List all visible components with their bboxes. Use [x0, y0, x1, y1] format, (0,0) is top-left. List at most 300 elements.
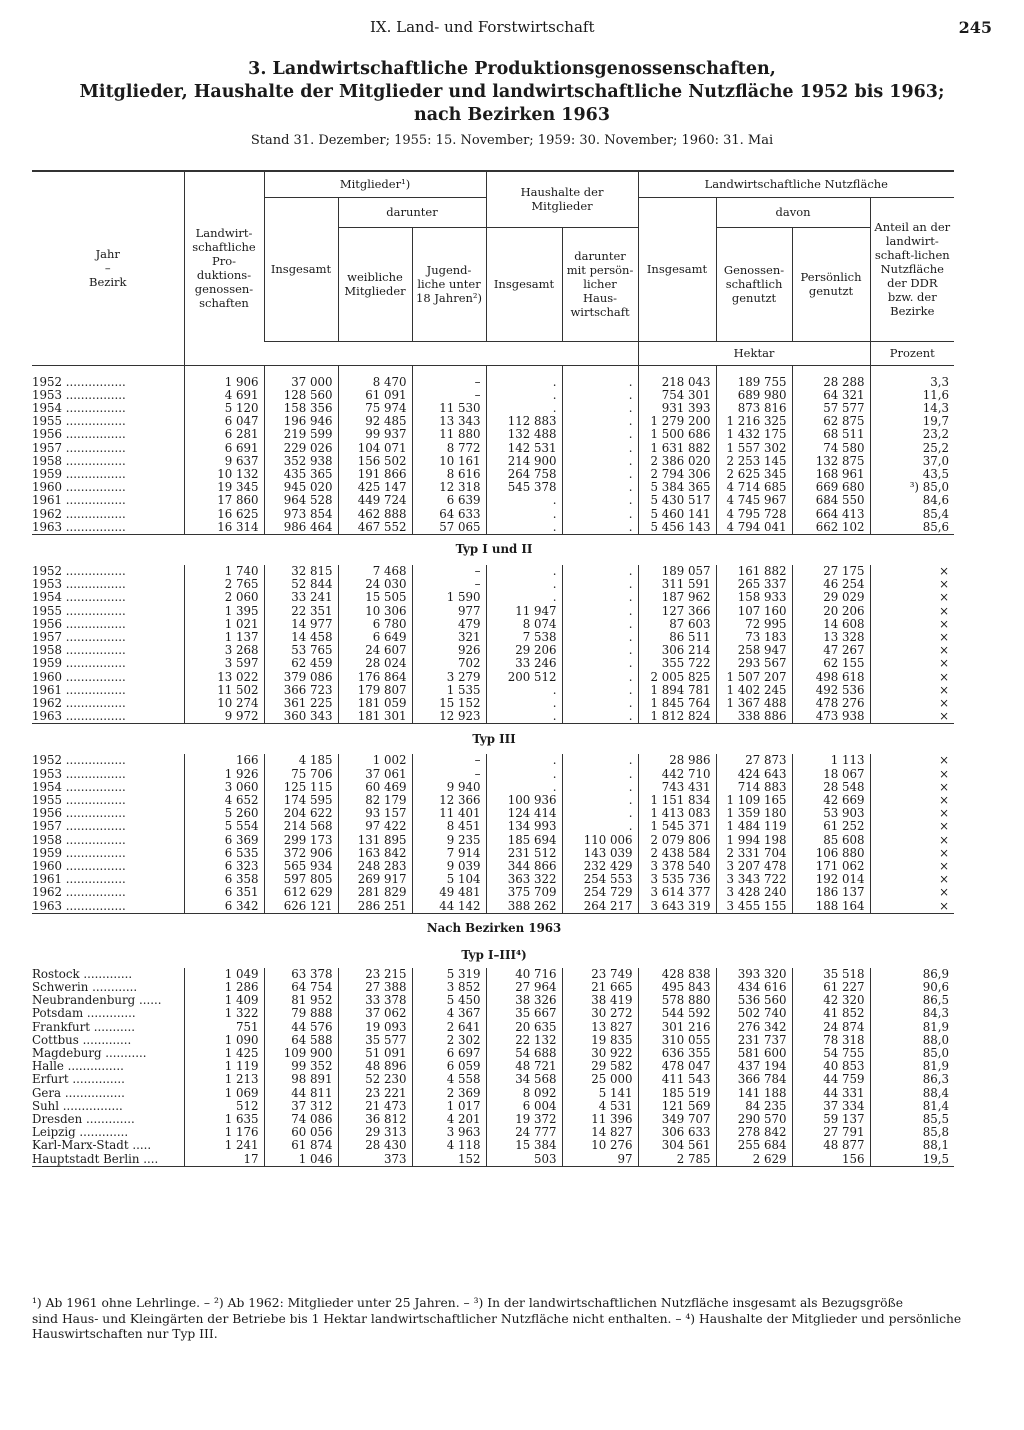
table-cell: 81,9 — [870, 1060, 954, 1073]
page-number: 245 — [958, 18, 992, 37]
table-cell: 1 845 764 — [638, 697, 716, 710]
table-cell: 9 039 — [412, 860, 486, 873]
table-cell: 1 119 — [184, 1060, 264, 1073]
table-row — [32, 1126, 954, 1139]
section-heading-label: Typ III — [472, 731, 516, 746]
table-cell: 61 874 — [264, 1139, 338, 1152]
table-cell: 74 580 — [792, 442, 870, 455]
table-cell: 25,2 — [870, 442, 954, 455]
table-cell: 344 866 — [486, 860, 562, 873]
table-row — [32, 565, 954, 578]
table-cell: 79 888 — [264, 1007, 338, 1020]
table-cell: 1 994 198 — [716, 834, 792, 847]
table-row — [32, 834, 954, 847]
table-cell: 6 323 — [184, 860, 264, 873]
table-cell: 6 369 — [184, 834, 264, 847]
table-cell: . — [562, 820, 638, 833]
table-cell: . — [562, 710, 638, 724]
table-cell: 6 342 — [184, 900, 264, 914]
table-cell: 85,5 — [870, 1113, 954, 1126]
table-cell: 5 141 — [562, 1087, 638, 1100]
table-cell: 2 060 — [184, 591, 264, 604]
table-row — [32, 508, 954, 521]
table-cell: 9 637 — [184, 455, 264, 468]
table-cell: 42 669 — [792, 794, 870, 807]
table-cell: 1 279 200 — [638, 415, 716, 428]
table-cell: 93 157 — [338, 807, 412, 820]
table-cell: 11 396 — [562, 1113, 638, 1126]
table-cell: 293 567 — [716, 657, 792, 670]
row-label: 1952 ................ — [32, 564, 126, 578]
table-cell: . — [562, 468, 638, 481]
table-row — [32, 605, 954, 618]
table-cell: × — [870, 781, 954, 794]
table-cell: 156 502 — [338, 455, 412, 468]
row-label: 1954 ................ — [32, 591, 126, 605]
table-cell: 48 721 — [486, 1060, 562, 1073]
table-cell: 3 614 377 — [638, 886, 716, 899]
table-cell: . — [562, 402, 638, 415]
table-row — [32, 900, 954, 914]
table-cell: 5 104 — [412, 873, 486, 886]
table-cell: 6 649 — [338, 631, 412, 644]
table-row — [32, 618, 954, 631]
table-cell: 186 137 — [792, 886, 870, 899]
table-cell: 33 378 — [338, 994, 412, 1007]
table-row — [32, 578, 954, 591]
table-cell: 98 891 — [264, 1073, 338, 1086]
table-cell: 27 175 — [792, 565, 870, 578]
table-cell: × — [870, 644, 954, 657]
header-haushalte: Haushalte der Mitglieder — [486, 171, 638, 227]
table-cell: 6 691 — [184, 442, 264, 455]
table-cell: 17 — [184, 1153, 264, 1167]
table-cell: 109 900 — [264, 1047, 338, 1060]
table-cell: 11 880 — [412, 428, 486, 441]
row-label: 1959 ................ — [32, 467, 126, 481]
table-cell: 29 206 — [486, 644, 562, 657]
table-body — [32, 365, 954, 1166]
table-cell: 15 152 — [412, 697, 486, 710]
row-label: Schwerin ............ — [32, 981, 138, 995]
table-cell: 1 500 686 — [638, 428, 716, 441]
section-heading — [32, 534, 954, 565]
table-cell: 3 643 319 — [638, 900, 716, 914]
table-cell: 1 322 — [184, 1007, 264, 1020]
header-dash: – — [104, 261, 111, 276]
table-row — [32, 807, 954, 820]
table-cell: 1 367 488 — [716, 697, 792, 710]
table-cell: 612 629 — [264, 886, 338, 899]
table-cell: 375 709 — [486, 886, 562, 899]
row-label: 1955 ................ — [32, 793, 126, 807]
table-cell: 1 213 — [184, 1073, 264, 1086]
table-cell: 366 784 — [716, 1073, 792, 1086]
table-cell: 1 484 119 — [716, 820, 792, 833]
table-cell: 214 900 — [486, 455, 562, 468]
table-cell: 5 384 365 — [638, 481, 716, 494]
table-cell: 27 388 — [338, 981, 412, 994]
table-cell: 38 326 — [486, 994, 562, 1007]
table-cell: 99 352 — [264, 1060, 338, 1073]
table-cell: 306 633 — [638, 1126, 716, 1139]
table-cell: 2 302 — [412, 1034, 486, 1047]
table-cell: 81 952 — [264, 994, 338, 1007]
row-label: 1954 ................ — [32, 780, 126, 794]
table-cell: 64 754 — [264, 981, 338, 994]
table-row — [32, 794, 954, 807]
header-lpg: Landwirt-schaftliche Pro-duktions-genossen-schaften — [184, 171, 264, 365]
table-cell: 121 569 — [638, 1100, 716, 1113]
table-cell: 48 877 — [792, 1139, 870, 1152]
table-cell: 14 977 — [264, 618, 338, 631]
table-cell: . — [562, 631, 638, 644]
table-cell: 189 755 — [716, 376, 792, 389]
table-cell: 25 000 — [562, 1073, 638, 1086]
table-cell: 156 — [792, 1153, 870, 1167]
table-cell: 171 062 — [792, 860, 870, 873]
row-label: Karl-Marx-Stadt ..... — [32, 1139, 152, 1153]
table-cell: 360 343 — [264, 710, 338, 724]
table-cell: 1 402 245 — [716, 684, 792, 697]
table-cell: . — [562, 644, 638, 657]
header-haushalte-insgesamt: Insgesamt — [486, 227, 562, 341]
table-cell: 14 827 — [562, 1126, 638, 1139]
table-cell: 20 635 — [486, 1021, 562, 1034]
table-cell: 1 151 834 — [638, 794, 716, 807]
table-cell: 5 456 143 — [638, 521, 716, 535]
table-cell: 214 568 — [264, 820, 338, 833]
table-cell: 74 086 — [264, 1113, 338, 1126]
table-cell: 143 039 — [562, 847, 638, 860]
row-label: Cottbus ............. — [32, 1033, 132, 1047]
table-cell: × — [870, 860, 954, 873]
table-cell: 52 844 — [264, 578, 338, 591]
table-cell: 106 880 — [792, 847, 870, 860]
row-label: 1955 ................ — [32, 604, 126, 618]
table-row — [32, 968, 954, 981]
table-cell: 597 805 — [264, 873, 338, 886]
table-cell: 232 429 — [562, 860, 638, 873]
table-row — [32, 1034, 954, 1047]
table-cell: 29 582 — [562, 1060, 638, 1073]
table-row — [32, 1113, 954, 1126]
table-cell: 22 351 — [264, 605, 338, 618]
table-cell: – — [412, 578, 486, 591]
table-cell: 14,3 — [870, 402, 954, 415]
row-label: Suhl ................ — [32, 1099, 123, 1113]
table-cell: 24 874 — [792, 1021, 870, 1034]
table-cell: 57 065 — [412, 521, 486, 535]
table-cell: 565 934 — [264, 860, 338, 873]
table-cell: 64 633 — [412, 508, 486, 521]
table-cell: 11 502 — [184, 684, 264, 697]
table-row — [32, 591, 954, 604]
table-cell: 78 318 — [792, 1034, 870, 1047]
table-cell: 2 331 704 — [716, 847, 792, 860]
table-cell: . — [486, 565, 562, 578]
table-cell: 19 835 — [562, 1034, 638, 1047]
table-cell: 23,2 — [870, 428, 954, 441]
header-unit-prozent: Prozent — [870, 341, 954, 365]
table-cell: 44 811 — [264, 1087, 338, 1100]
table-cell: 112 883 — [486, 415, 562, 428]
table-cell: 1 926 — [184, 768, 264, 781]
table-cell: 72 995 — [716, 618, 792, 631]
table-cell: 28 288 — [792, 376, 870, 389]
table-cell: × — [870, 754, 954, 767]
section-subheading-label: Typ I–III⁴) — [461, 948, 527, 963]
table-cell: 48 896 — [338, 1060, 412, 1073]
row-label: 1959 ................ — [32, 846, 126, 860]
table-cell: . — [486, 591, 562, 604]
table-cell: 973 854 — [264, 508, 338, 521]
table-cell: 17 860 — [184, 494, 264, 507]
table-row — [32, 886, 954, 899]
table-cell: 179 807 — [338, 684, 412, 697]
table-cell: 8 470 — [338, 376, 412, 389]
table-cell: . — [562, 768, 638, 781]
table-cell: 276 342 — [716, 1021, 792, 1034]
table-row — [32, 1100, 954, 1113]
table-row — [32, 657, 954, 670]
table-cell: 6 004 — [486, 1100, 562, 1113]
table-cell: 2 641 — [412, 1021, 486, 1034]
table-cell: 4 558 — [412, 1073, 486, 1086]
table-cell: 1 137 — [184, 631, 264, 644]
table-cell: 9 235 — [412, 834, 486, 847]
section-heading — [32, 913, 954, 944]
table-cell: 24 777 — [486, 1126, 562, 1139]
table-cell: 264 217 — [562, 900, 638, 914]
table-cell: × — [870, 684, 954, 697]
table-cell: 231 737 — [716, 1034, 792, 1047]
table-cell: 81,4 — [870, 1100, 954, 1113]
table-cell: 1 216 325 — [716, 415, 792, 428]
table-cell: 2 625 345 — [716, 468, 792, 481]
table-row — [32, 1087, 954, 1100]
table-cell: 85 608 — [792, 834, 870, 847]
table-cell: . — [562, 428, 638, 441]
table-cell: 581 600 — [716, 1047, 792, 1060]
table-cell: 10 161 — [412, 455, 486, 468]
table-cell: 185 694 — [486, 834, 562, 847]
table-cell: 44 759 — [792, 1073, 870, 1086]
table-cell: 393 320 — [716, 968, 792, 981]
table-cell: . — [486, 521, 562, 535]
table-cell: 231 512 — [486, 847, 562, 860]
table-cell: 189 057 — [638, 565, 716, 578]
table-cell: 6 535 — [184, 847, 264, 860]
table-cell: 82 179 — [338, 794, 412, 807]
table-cell: 10 276 — [562, 1139, 638, 1152]
table-cell: 34 568 — [486, 1073, 562, 1086]
table-cell: 64 588 — [264, 1034, 338, 1047]
table-cell: 255 684 — [716, 1139, 792, 1152]
table-cell: 176 864 — [338, 671, 412, 684]
table-cell: 4 201 — [412, 1113, 486, 1126]
table-cell: . — [562, 455, 638, 468]
table-cell: 6 780 — [338, 618, 412, 631]
table-row — [32, 1139, 954, 1152]
table-cell: 85,8 — [870, 1126, 954, 1139]
table-cell: 218 043 — [638, 376, 716, 389]
table-cell: 662 102 — [792, 521, 870, 535]
table-cell: 185 519 — [638, 1087, 716, 1100]
table-cell: 278 842 — [716, 1126, 792, 1139]
table-cell: 5 319 — [412, 968, 486, 981]
table-cell: 41 852 — [792, 1007, 870, 1020]
table-cell: 24 607 — [338, 644, 412, 657]
row-label: 1957 ................ — [32, 630, 126, 644]
table-cell: 4 531 — [562, 1100, 638, 1113]
table-cell: × — [870, 565, 954, 578]
table-cell: 23 221 — [338, 1087, 412, 1100]
table-cell: 306 214 — [638, 644, 716, 657]
table-row — [32, 671, 954, 684]
row-label: Erfurt .............. — [32, 1073, 125, 1087]
table-cell: . — [562, 389, 638, 402]
row-label: Potsdam ............. — [32, 1007, 136, 1021]
table-cell: 85,4 — [870, 508, 954, 521]
row-label: 1962 ................ — [32, 696, 126, 710]
table-cell: 1 113 — [792, 754, 870, 767]
table-cell: 1 425 — [184, 1047, 264, 1060]
row-label: 1960 ................ — [32, 670, 126, 684]
table-cell: 47 267 — [792, 644, 870, 657]
table-cell: 1 109 165 — [716, 794, 792, 807]
table-cell: 3 535 736 — [638, 873, 716, 886]
table-cell: 3 207 478 — [716, 860, 792, 873]
table-cell: 442 710 — [638, 768, 716, 781]
table-cell: 19,5 — [870, 1153, 954, 1167]
table-cell: 81,9 — [870, 1021, 954, 1034]
section-heading — [32, 724, 954, 755]
table-cell: 2 386 020 — [638, 455, 716, 468]
table-cell: 166 — [184, 754, 264, 767]
table-cell: 62 459 — [264, 657, 338, 670]
table-cell: 64 321 — [792, 389, 870, 402]
table-cell: 1 535 — [412, 684, 486, 697]
row-label: 1962 ................ — [32, 507, 126, 521]
table-cell: 62 155 — [792, 657, 870, 670]
table-cell: 751 — [184, 1021, 264, 1034]
table-cell: . — [562, 781, 638, 794]
table-cell: 4 795 728 — [716, 508, 792, 521]
table-cell: 1 046 — [264, 1153, 338, 1167]
table-cell: 1 286 — [184, 981, 264, 994]
table-cell: 63 378 — [264, 968, 338, 981]
table-cell: 68 511 — [792, 428, 870, 441]
table-cell: . — [562, 807, 638, 820]
row-label: 1958 ................ — [32, 833, 126, 847]
table-cell: 44 576 — [264, 1021, 338, 1034]
table-cell: 269 917 — [338, 873, 412, 886]
table-cell: – — [412, 565, 486, 578]
header-jugendliche: Jugend-liche unter 18 Jahren²) — [412, 227, 486, 341]
table-cell: 467 552 — [338, 521, 412, 535]
table-cell: 30 272 — [562, 1007, 638, 1020]
row-label: Rostock ............. — [32, 967, 133, 981]
section-heading-label: Typ I und II — [455, 542, 533, 557]
section-heading-label: Nach Bezirken 1963 — [426, 921, 562, 936]
row-label: Neubrandenburg ...... — [32, 994, 162, 1008]
table-cell: 8 772 — [412, 442, 486, 455]
table-cell: 254 553 — [562, 873, 638, 886]
table-cell: . — [486, 389, 562, 402]
table-cell: 204 622 — [264, 807, 338, 820]
row-label: 1953 ................ — [32, 578, 126, 592]
table-cell: 27 791 — [792, 1126, 870, 1139]
table-cell: × — [870, 631, 954, 644]
table-cell: 1 740 — [184, 565, 264, 578]
table-row — [32, 402, 954, 415]
table-cell: 142 531 — [486, 442, 562, 455]
table-cell: 2 005 825 — [638, 671, 716, 684]
table-cell: 13 328 — [792, 631, 870, 644]
table-row — [32, 981, 954, 994]
table-cell: 75 974 — [338, 402, 412, 415]
table-cell: 11,6 — [870, 389, 954, 402]
table-cell: 219 599 — [264, 428, 338, 441]
spacer-row — [32, 365, 954, 376]
running-head-title: IX. Land- und Forstwirtschaft — [370, 18, 595, 36]
header-nutzflaeche-insgesamt: Insgesamt — [638, 197, 716, 341]
table-cell: . — [562, 657, 638, 670]
table-cell: 4 185 — [264, 754, 338, 767]
table-cell: 714 883 — [716, 781, 792, 794]
row-label: 1958 ................ — [32, 644, 126, 658]
table-cell: × — [870, 605, 954, 618]
table-cell: 132 488 — [486, 428, 562, 441]
table-cell: . — [486, 781, 562, 794]
table-row — [32, 428, 954, 441]
table-cell: 88,4 — [870, 1087, 954, 1100]
table-cell: 299 173 — [264, 834, 338, 847]
table-row — [32, 1007, 954, 1020]
table-cell: 945 020 — [264, 481, 338, 494]
table-cell: 14 458 — [264, 631, 338, 644]
table-cell: 84,3 — [870, 1007, 954, 1020]
table-cell: 754 301 — [638, 389, 716, 402]
table-cell: 684 550 — [792, 494, 870, 507]
row-label: 1952 ................ — [32, 375, 126, 389]
table-cell: 21 473 — [338, 1100, 412, 1113]
table-cell: . — [486, 578, 562, 591]
table-cell: 1 176 — [184, 1126, 264, 1139]
table-cell: . — [486, 754, 562, 767]
table-cell: 1 409 — [184, 994, 264, 1007]
table-cell: 873 816 — [716, 402, 792, 415]
row-label: 1957 ................ — [32, 441, 126, 455]
header-genossenschaftlich: Genossen-schaftlich genutzt — [716, 227, 792, 341]
table-cell: 40 716 — [486, 968, 562, 981]
table-cell: 84,6 — [870, 494, 954, 507]
header-nutzflaeche: Landwirtschaftliche Nutzfläche — [638, 171, 954, 197]
table-cell: 1 635 — [184, 1113, 264, 1126]
table-cell: . — [562, 481, 638, 494]
table-cell: 36 812 — [338, 1113, 412, 1126]
table-cell: 86 511 — [638, 631, 716, 644]
table-cell: 61 091 — [338, 389, 412, 402]
table-cell: – — [412, 768, 486, 781]
table-cell: . — [562, 442, 638, 455]
header-mitglieder-insgesamt: Insgesamt — [264, 197, 338, 341]
table-cell: 11 947 — [486, 605, 562, 618]
table-cell: 43,5 — [870, 468, 954, 481]
table-cell: 35 667 — [486, 1007, 562, 1020]
table-cell: 6 059 — [412, 1060, 486, 1073]
